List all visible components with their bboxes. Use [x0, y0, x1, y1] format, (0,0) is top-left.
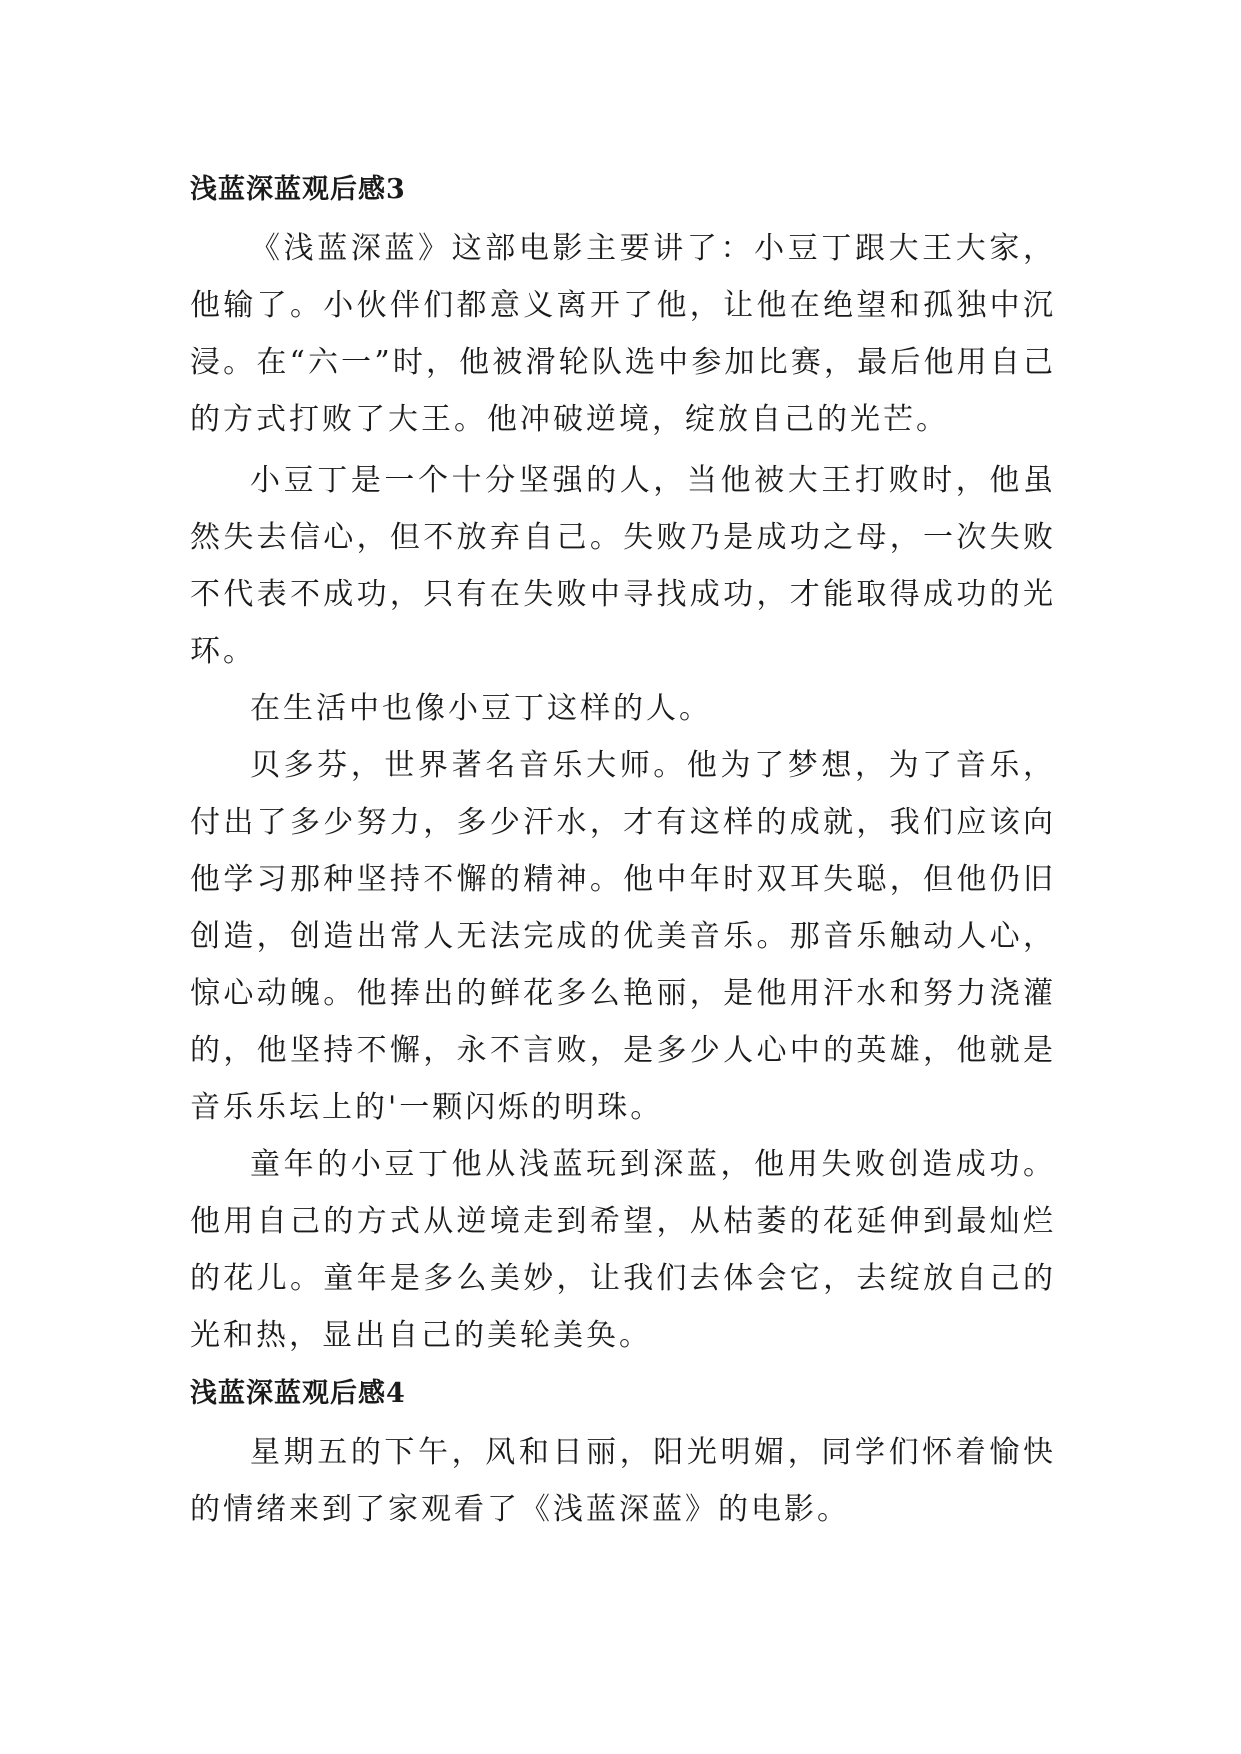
section-title: 浅蓝深蓝观后感3 [190, 174, 406, 205]
essay-section-3 [190, 160, 1056, 1364]
paragraph: 童年的小豆丁他从浅蓝玩到深蓝，他用失败创造成功。他用自己的方式从逆境走到希望，从枯萎的花延伸到最灿烂的花儿。童年是多么美妙，让我们去体会它，去绽放自己的光和热，显出自己的美轮美奂。 [190, 1147, 1056, 1353]
paragraph: 《浅蓝深蓝》这部电影主要讲了：小豆丁跟大王大家，他输了。小伙伴们都意义离开了他，让他在绝望和孤独中沉浸。在“六一”时，他被滑轮队选中参加比赛，最后他用自己的方式打败了大王。他冲破逆境，绽放自己的光芒。 [190, 231, 1056, 437]
paragraph: 星期五的下午，风和日丽，阳光明媚，同学们怀着愉快的情绪来到了家观看了《浅蓝深蓝》的电影。 [190, 1435, 1056, 1527]
paragraph: 贝多芬，世界著名音乐大师。他为了梦想，为了音乐，付出了多少努力，多少汗水，才有这样的成就，我们应该向他学习那种坚持不懈的精神。他中年时双耳失聪，但他仍旧创造，创造出常人无法完成的优美音乐。那音乐触动人心，惊心动魄。他捧出的鲜花多么艳丽，是他用汗水和努力浇灌的，他坚持不懈，永不言败，是多少人心中的英雄，他就是音乐乐坛上的'一颗闪烁的明珠。 [190, 748, 1056, 1125]
essay-section-4 [190, 1364, 1056, 1538]
paragraph: 小豆丁是一个十分坚强的人，当他被大王打败时，他虽然失去信心，但不放弃自己。失败乃是成功之母，一次失败不代表不成功，只有在失败中寻找成功，才能取得成功的光环。 [190, 463, 1056, 669]
section-title: 浅蓝深蓝观后感4 [190, 1378, 406, 1409]
document-page [190, 160, 1056, 1538]
paragraph: 在生活中也像小豆丁这样的人。 [250, 691, 712, 726]
